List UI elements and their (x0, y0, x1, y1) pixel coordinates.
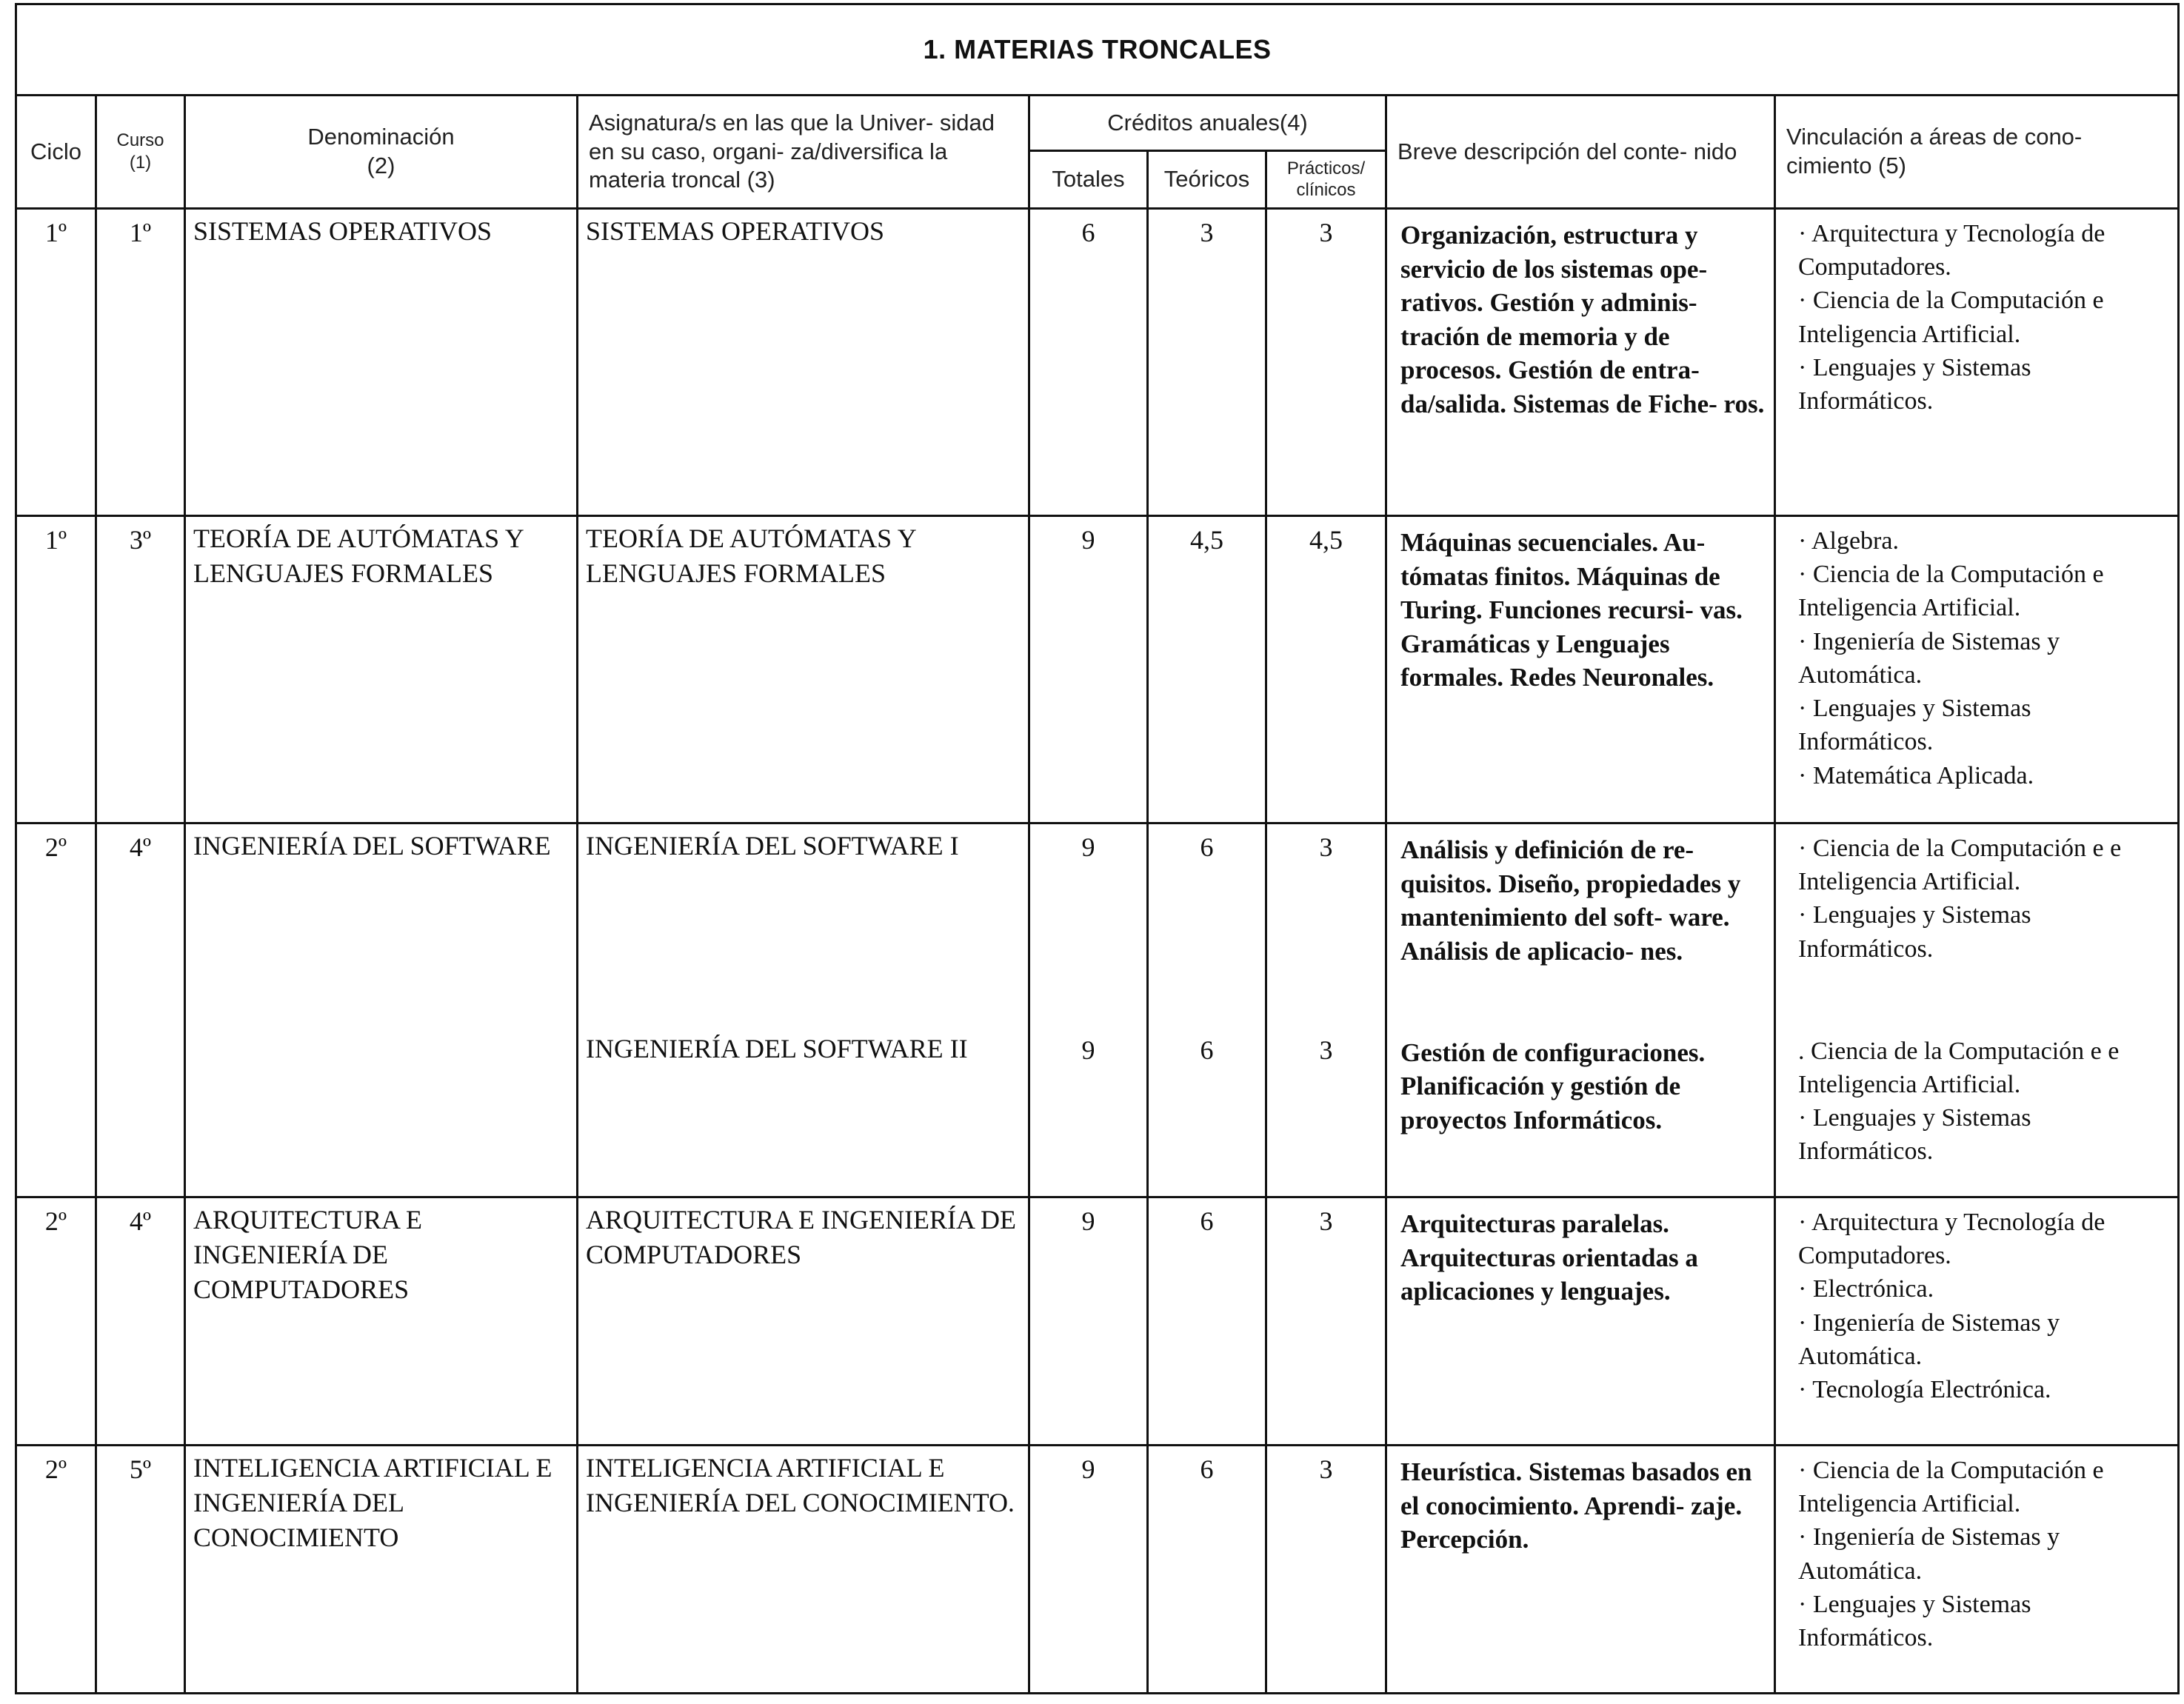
cell-practicos: 4,5 (1266, 516, 1386, 823)
area-item: · Ciencia de la Computación e Inteligencia Artificial. (1798, 1457, 2104, 1518)
cell-areas (1775, 1446, 2179, 1694)
area-item: · Lenguajes y Sistemas Informáticos. (1798, 1103, 2031, 1166)
header-totales: Totales (1029, 151, 1148, 209)
cell-totales: 9 (1029, 1446, 1148, 1694)
header-curso (96, 96, 185, 209)
cell-denominacion: TEORÍA DE AUTÓMATAS Y LENGUAJES FORMALES (185, 516, 578, 823)
area-item: · Lenguajes y Sistemas Informáticos. (1798, 1590, 2031, 1652)
cell-denominacion: INGENIERÍA DEL SOFTWARE (185, 823, 578, 1197)
table-title: 1. MATERIAS TRONCALES (16, 4, 2179, 96)
header-curso-label: Curso (116, 130, 164, 150)
header-row (16, 96, 2179, 151)
cell-totales: 9 (1029, 1027, 1148, 1197)
table-row (16, 209, 2179, 516)
cell-teoricos: 6 (1148, 823, 1266, 1027)
cell-descripcion: Organización, estructura y servicio de los sistemas ope- rativos. Gestión y adminis- tración de memoria y de procesos. Gestión de entra- da/salida. Sistemas de Fiche- ros. (1386, 209, 1775, 516)
cell-ciclo: 1º (16, 516, 96, 823)
area-item: · Ciencia de la Computación e e Inteligencia Artificial. (1798, 835, 2122, 896)
cell-denominacion: ARQUITECTURA E INGENIERÍA DE COMPUTADORES (185, 1197, 578, 1446)
area-item: · Tecnología Electrónica. (1798, 1376, 2051, 1404)
cell-asignatura: INGENIERÍA DEL SOFTWARE I (578, 823, 1029, 1027)
cell-teoricos: 4,5 (1148, 516, 1266, 823)
cell-ciclo: 2º (16, 823, 96, 1197)
header-denominacion-label: Denominación (307, 124, 455, 150)
cell-teoricos: 3 (1148, 209, 1266, 516)
cell-practicos: 3 (1266, 1027, 1386, 1197)
cell-asignatura: INGENIERÍA DEL SOFTWARE II (578, 1027, 1029, 1197)
area-item: · Arquitectura y Tecnología de Computadores. (1798, 1209, 2105, 1270)
cell-asignatura: INTELIGENCIA ARTIFICIAL E INGENIERÍA DEL CONOCIMIENTO. (578, 1446, 1029, 1694)
cell-areas (1775, 209, 2179, 516)
cell-teoricos: 6 (1148, 1446, 1266, 1694)
header-creditos: Créditos anuales(4) (1029, 96, 1386, 151)
cell-teoricos: 6 (1148, 1027, 1266, 1197)
area-item: . Ciencia de la Computación e e Inteligencia Artificial. (1798, 1037, 2120, 1098)
cell-curso: 3º (96, 516, 185, 823)
table-row (16, 1446, 2179, 1694)
cell-totales: 9 (1029, 1197, 1148, 1446)
cell-totales: 9 (1029, 516, 1148, 823)
cell-practicos: 3 (1266, 209, 1386, 516)
cell-curso: 4º (96, 1197, 185, 1446)
cell-descripcion: Máquinas secuenciales. Au- tómatas finitos. Máquinas de Turing. Funciones recursi- vas. Gramáticas y Lenguajes formales. Redes Neuronales. (1386, 516, 1775, 823)
cell-ciclo: 2º (16, 1197, 96, 1446)
cell-descripcion: Heurística. Sistemas basados en el conocimiento. Aprendi- zaje. Percepción. (1386, 1446, 1775, 1694)
cell-practicos: 3 (1266, 1197, 1386, 1446)
cell-areas (1775, 1197, 2179, 1446)
cell-totales: 6 (1029, 209, 1148, 516)
cell-ciclo: 1º (16, 209, 96, 516)
area-item: · Lenguajes y Sistemas Informáticos. (1798, 901, 2031, 963)
area-item: · Matemática Aplicada. (1798, 761, 2034, 789)
area-item: · Algebra. (1798, 527, 1899, 555)
cell-practicos: 3 (1266, 823, 1386, 1027)
cell-denominacion: INTELIGENCIA ARTIFICIAL E INGENIERÍA DEL CONOCIMIENTO (185, 1446, 578, 1694)
header-denominacion (185, 96, 578, 209)
materias-troncales-table (15, 3, 2180, 1694)
cell-descripcion: Gestión de configuraciones. Planificación y gestión de proyectos Informáticos. (1386, 1027, 1775, 1197)
area-item: · Arquitectura y Tecnología de Computadores. (1798, 220, 2105, 281)
cell-totales: 9 (1029, 823, 1148, 1027)
area-item: · Lenguajes y Sistemas Informáticos. (1798, 695, 2031, 756)
cell-areas (1775, 1027, 2179, 1197)
area-item: · Ingeniería de Sistemas y Automática. (1798, 1523, 2060, 1585)
cell-asignatura: ARQUITECTURA E INGENIERÍA DE COMPUTADORES (578, 1197, 1029, 1446)
document-page (15, 3, 2177, 1695)
area-item: · Electrónica. (1798, 1275, 1934, 1303)
cell-descripcion: Análisis y definición de re- quisitos. Diseño, propiedades y mantenimiento del soft- ware. Análisis de aplicacio- nes. (1386, 823, 1775, 1027)
cell-areas (1775, 516, 2179, 823)
header-ciclo: Ciclo (16, 96, 96, 209)
cell-teoricos: 6 (1148, 1197, 1266, 1446)
cell-practicos: 3 (1266, 1446, 1386, 1694)
cell-areas (1775, 823, 2179, 1027)
header-descripcion: Breve descripción del conte- nido (1386, 96, 1775, 209)
header-denominacion-note: (2) (367, 153, 395, 178)
cell-curso: 1º (96, 209, 185, 516)
cell-curso: 5º (96, 1446, 185, 1694)
header-asignatura: Asignatura/s en las que la Univer- sidad en su caso, organi- za/diversifica la materia troncal (3) (578, 96, 1029, 209)
area-item: · Lenguajes y Sistemas Informáticos. (1798, 353, 2031, 415)
table-row (16, 516, 2179, 823)
cell-asignatura: TEORÍA DE AUTÓMATAS Y LENGUAJES FORMALES (578, 516, 1029, 823)
cell-denominacion: SISTEMAS OPERATIVOS (185, 209, 578, 516)
header-curso-note: (1) (129, 153, 152, 173)
area-item: · Ciencia de la Computación e Inteligencia Artificial. (1798, 287, 2104, 348)
cell-curso: 4º (96, 823, 185, 1197)
area-item: · Ingeniería de Sistemas y Automática. (1798, 1309, 2060, 1370)
area-item: · Ciencia de la Computación e Inteligencia Artificial. (1798, 561, 2104, 622)
area-item: · Ingeniería de Sistemas y Automática. (1798, 627, 2060, 689)
cell-asignatura: SISTEMAS OPERATIVOS (578, 209, 1029, 516)
cell-descripcion: Arquitecturas paralelas. Arquitecturas orientadas a aplicaciones y lenguajes. (1386, 1197, 1775, 1446)
cell-ciclo: 2º (16, 1446, 96, 1694)
header-teoricos: Teóricos (1148, 151, 1266, 209)
header-vinculacion: Vinculación a áreas de cono- cimiento (5) (1775, 96, 2179, 209)
table-row (16, 1197, 2179, 1446)
header-practicos: Prácticos/ clínicos (1266, 151, 1386, 209)
table-row (16, 823, 2179, 1027)
